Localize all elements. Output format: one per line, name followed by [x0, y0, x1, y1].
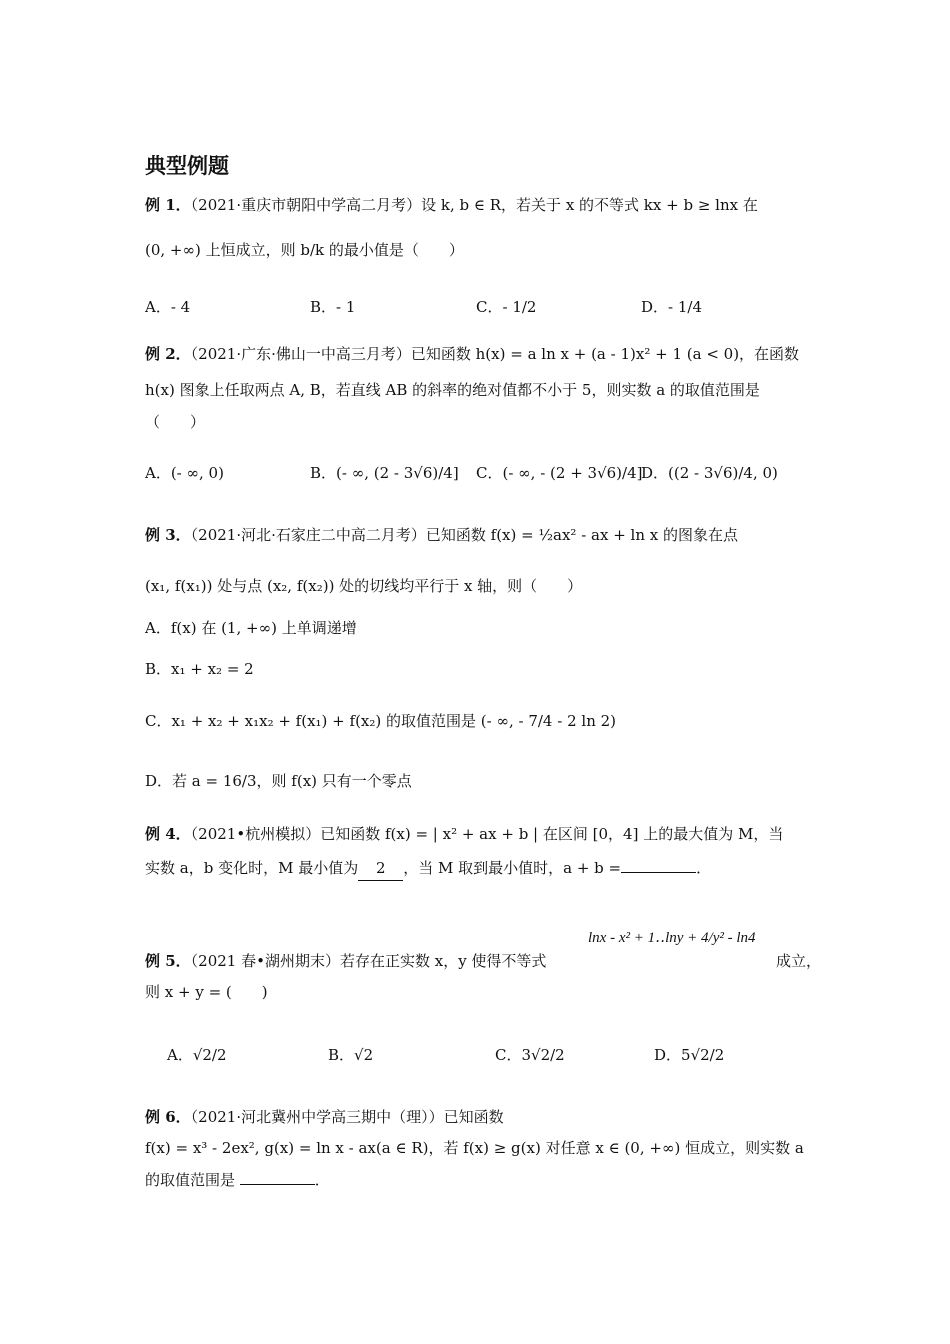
example-1-option-b: B．- 1: [310, 298, 356, 316]
example-5-option-d: D．5√2/2: [654, 1046, 725, 1064]
example-5-line-1: 例 5．（2021 春•湖州期末）若存在正实数 x，y 使得不等式: [145, 952, 547, 970]
example-1-option-c: C．- 1/2: [476, 298, 537, 316]
example-2-line-2: h(x) 图象上任取两点 A, B，若直线 AB 的斜率的绝对值都不小于 5，则实数 a 的取值范围是: [145, 381, 760, 399]
example-3-option-a: A．f(x) 在 (1, +∞) 上单调递增: [145, 619, 357, 637]
example-3-line-2: (x₁, f(x₁)) 处与点 (x₂, f(x₂)) 处的切线均平行于 x 轴，则（ ）: [145, 577, 583, 595]
example-5-option-b: B．√2: [328, 1046, 374, 1064]
example-1-line-1: 例 1．（2021·重庆市朝阳中学高二月考）设 k, b ∈ R，若关于 x 的不等式 kx + b ≥ lnx 在: [145, 196, 758, 214]
example-2-line-3: （ ）: [145, 413, 206, 431]
example-4-answer: 2: [358, 856, 403, 881]
example-5-line-1-end: 成立，: [776, 952, 822, 970]
example-6-label: 例 6．: [145, 1108, 191, 1126]
example-1-line-2: (0, +∞) 上恒成立，则 b/k 的最小值是（ ）: [145, 241, 464, 259]
example-6-blank: [240, 1184, 315, 1185]
example-3-line-1: 例 3．（2021·河北·石家庄二中高二月考）已知函数 f(x) = ½ax² - ax + ln x 的图象在点: [145, 526, 738, 544]
example-5-option-a: A．√2/2: [167, 1046, 227, 1064]
example-5-label: 例 5．: [145, 952, 191, 970]
page-title: 典型例题: [145, 154, 229, 178]
example-2-option-d: D．((2 - 3√6)/4, 0): [641, 464, 778, 482]
example-2-label: 例 2．: [145, 345, 191, 363]
example-6-line-2: f(x) = x³ - 2ex², g(x) = ln x - ax(a ∈ R)，若 f(x) ≥ g(x) 对任意 x ∈ (0, +∞) 恒成立，则实数 a: [145, 1139, 804, 1157]
example-3-label: 例 3．: [145, 526, 191, 544]
example-4-blank: [621, 872, 696, 873]
example-6-line-1: 例 6．（2021·河北冀州中学高三期中（理））已知函数: [145, 1108, 504, 1126]
example-2-option-c: C．(- ∞, - (2 + 3√6)/4]: [476, 464, 643, 482]
example-1-option-a: A．- 4: [145, 298, 191, 316]
example-4-label: 例 4．: [145, 825, 191, 843]
example-1-option-d: D．- 1/4: [641, 298, 703, 316]
example-1-label: 例 1．: [145, 196, 191, 214]
example-2-option-b: B．(- ∞, (2 - 3√6)/4]: [310, 464, 459, 482]
example-2-option-a: A．(- ∞, 0): [145, 464, 224, 482]
example-6-line-3: 的取值范围是 ．: [145, 1171, 330, 1189]
example-5-option-c: C．3√2/2: [495, 1046, 565, 1064]
example-3-option-d: D．若 a = 16/3，则 f(x) 只有一个零点: [145, 772, 412, 790]
example-4-line-2: 实数 a，b 变化时，M 最小值为 2 ，当 M 取到最小值时，a + b = ．: [145, 856, 711, 881]
example-3-option-b: B．x₁ + x₂ = 2: [145, 660, 254, 678]
example-3-option-c: C．x₁ + x₂ + x₁x₂ + f(x₁) + f(x₂) 的取值范围是 (- ∞, - 7/4 - 2 ln 2): [145, 712, 617, 730]
example-5-line-2: 则 x + y = ( ): [145, 983, 268, 1001]
example-4-line-1: 例 4．（2021•杭州模拟）已知函数 f(x) = | x² + ax + b | 在区间 [0，4] 上的最大值为 M，当: [145, 825, 784, 843]
example-5-formula: lnx - x² + 1‥lny + 4/y² - ln4: [588, 930, 756, 946]
example-2-line-1: 例 2．（2021·广东·佛山一中高三月考）已知函数 h(x) = a ln x + (a - 1)x² + 1 (a < 0)，在函数: [145, 345, 800, 363]
